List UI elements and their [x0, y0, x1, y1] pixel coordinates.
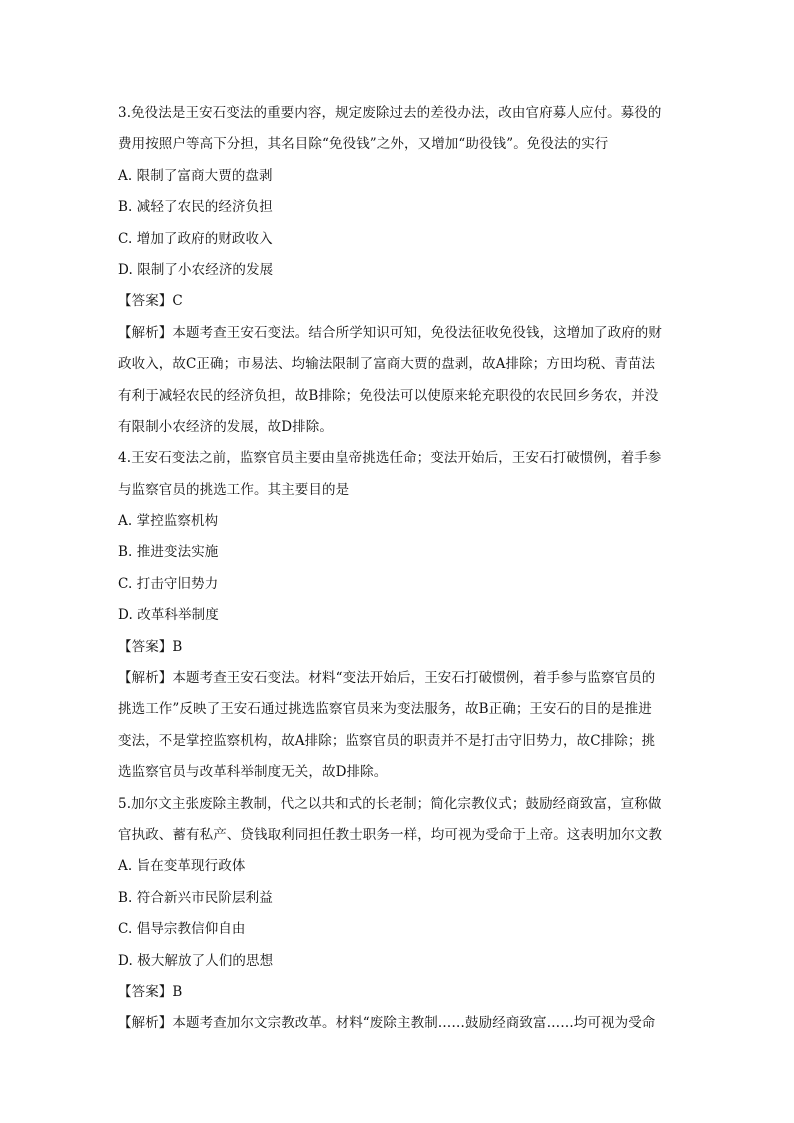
q3-option-c: C. 增加了政府的财政收入	[118, 230, 273, 247]
q4-stem-line-1: 4.王安石变法之前，监察官员主要由皇帝挑选任命；变法开始后，王安石打破惯例，着手参	[118, 450, 662, 467]
q4-analysis-line-4: 选监察官员与改革科举制度无关，故D排除。	[118, 764, 388, 781]
q3-analysis-line-4: 有限制小农经济的发展，故D排除。	[118, 418, 333, 435]
q4-analysis-line-1: 【解析】本题考查王安石变法。材料“变法开始后，王安石打破惯例，着手参与监察官员的	[118, 670, 656, 687]
q3-analysis-line-2: 政收入，故C正确；市易法、均输法限制了富商大贾的盘剥，故A排除；方田均税、青苗法	[118, 356, 656, 373]
q5-option-a: A. 旨在变革现行政体	[118, 858, 246, 875]
q4-stem-line-2: 与监察官员的挑选工作。其主要目的是	[118, 481, 350, 498]
q5-option-c: C. 倡导宗教信仰自由	[118, 921, 246, 938]
q4-option-b: B. 推进变法实施	[118, 544, 219, 561]
document-page	[118, 98, 680, 1040]
q5-stem-line-2: 官执政、蓄有私产、贷钱取利同担任教士职务一样，均可视为受命于上帝。这表明加尔文教	[118, 826, 662, 843]
q5-stem-line-1: 5.加尔文主张废除主教制，代之以共和式的长老制；简化宗教仪式；鼓励经商致富，宣称做	[118, 795, 662, 812]
q3-option-a: A. 限制了富商大贾的盘剥	[118, 167, 273, 184]
q3-stem-line-1: 3.免役法是王安石变法的重要内容，规定废除过去的差役办法，改由官府募人应付。募役的	[118, 105, 662, 121]
q3-answer: 【答案】C	[118, 293, 183, 310]
q5-analysis-line-1: 【解析】本题考查加尔文宗教改革。材料“废除主教制……鼓励经商致富……均可视为受命	[118, 1015, 656, 1032]
q3-stem-line-2: 费用按照户等高下分担，其名目除“免役钱”之外，又增加“助役钱”。免役法的实行	[118, 136, 609, 153]
q4-option-c: C. 打击守旧势力	[118, 575, 219, 592]
q4-answer: 【答案】B	[118, 638, 183, 655]
q5-option-d: D. 极大解放了人们的思想	[118, 952, 274, 969]
q4-analysis-line-3: 变法，不是掌控监察机构，故A排除；监察官员的职责并不是打击守旧势力，故C排除；挑	[118, 732, 656, 749]
q3-analysis-line-3: 有利于减轻农民的经济负担，故B排除；免役法可以使原来轮充职役的农民回乡务农，并没	[118, 387, 659, 404]
q3-analysis-line-1: 【解析】本题考查王安石变法。结合所学知识可知，免役法征收免役钱，这增加了政府的财	[118, 324, 662, 341]
q3-option-d: D. 限制了小农经济的发展	[118, 261, 274, 278]
q3-option-b: B. 减轻了农民的经济负担	[118, 199, 273, 216]
q5-option-b: B. 符合新兴市民阶层利益	[118, 889, 273, 906]
q4-analysis-line-2: 挑选工作”反映了王安石通过挑选监察官员来为变法服务，故B正确；王安石的目的是推进	[118, 701, 652, 718]
q5-answer: 【答案】B	[118, 983, 183, 1000]
q4-option-d: D. 改革科举制度	[118, 607, 219, 624]
q4-option-a: A. 掌控监察机构	[118, 513, 219, 530]
